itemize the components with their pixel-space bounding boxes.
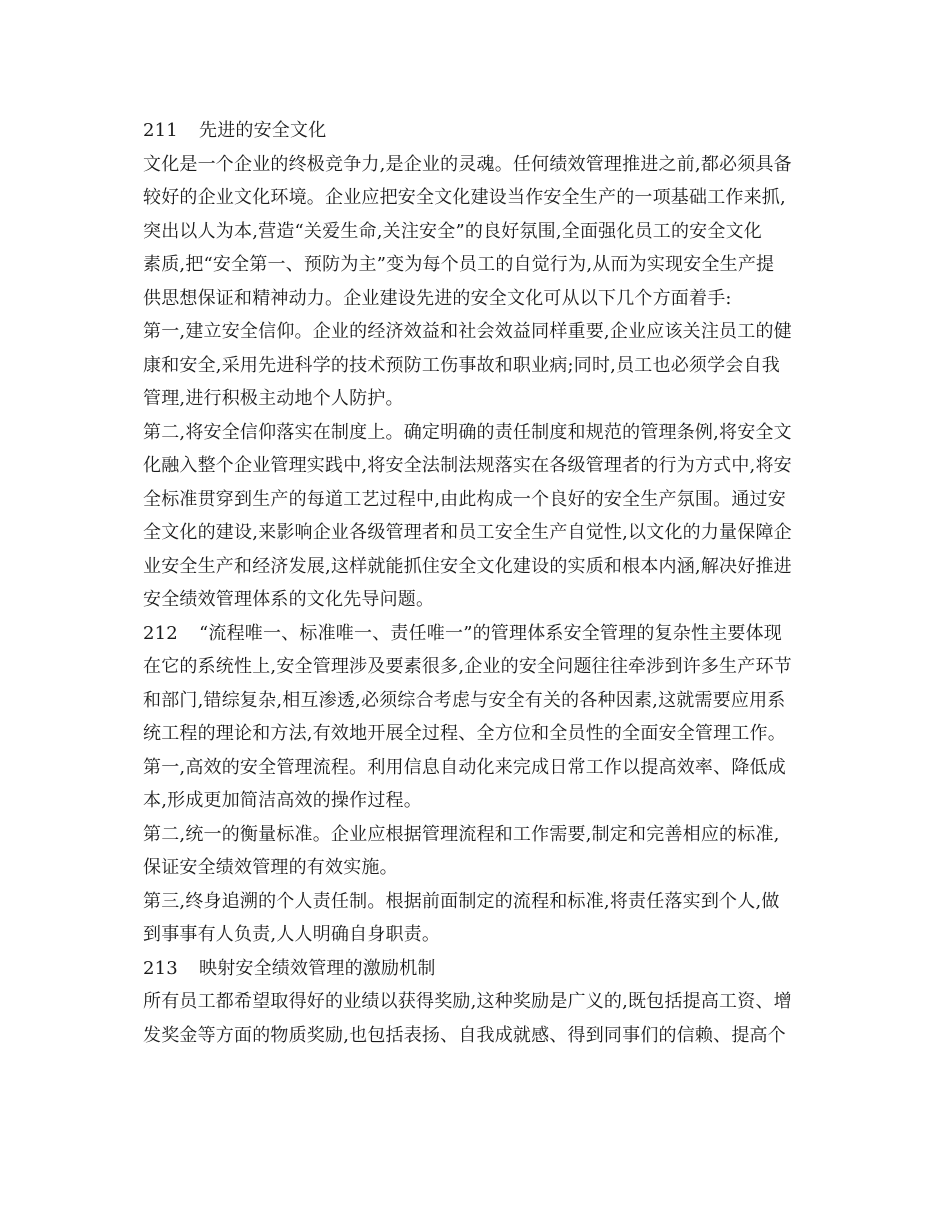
paragraph-text: 管理,进行积极主动地个人防护。 [143, 388, 404, 409]
text-line [143, 516, 815, 550]
text-line [143, 215, 815, 249]
paragraph-text: 统工程的理论和方法,有效地开展全过程、全方位和全员性的全面安全管理工作。 [143, 723, 786, 744]
text-line [143, 349, 815, 383]
text-line [143, 717, 815, 751]
paragraph-text: 业安全生产和经济发展,这样就能抓住安全文化建设的实质和根本内涵,解决好推进 [143, 555, 792, 577]
paragraph-text: 第三,终身追溯的个人责任制。根据前面制定的流程和标准,将责任落实到个人,做 [143, 890, 780, 912]
text-line [143, 583, 815, 617]
section-number: 212 [143, 622, 178, 644]
paragraph-text: 发奖金等方面的物质奖励,也包括表扬、自我成就感、得到同事们的信赖、提高个 [143, 1024, 786, 1046]
paragraph-text: 突出以人为本,营造“关爱生命,关注安全”的良好氛围,全面强化员工的安全文化 [143, 220, 762, 242]
document-page [143, 114, 815, 1052]
text-line [143, 818, 815, 852]
text-line [143, 684, 815, 718]
paragraph-text: 第一,高效的安全管理流程。利用信息自动化来完成日常工作以提高效率、降低成 [143, 756, 786, 778]
text-line [143, 449, 815, 483]
text-line [143, 784, 815, 818]
section-heading-line [143, 114, 815, 148]
paragraph-text: 供思想保证和精神动力。企业建设先进的安全文化可从以下几个方面着手: [143, 287, 732, 309]
paragraph-text: 和部门,错综复杂,相互渗透,必须综合考虑与安全有关的各种因素,这就需要应用系 [143, 689, 786, 711]
section-title: 先进的安全文化 [199, 120, 327, 141]
text-line [143, 148, 815, 182]
paragraph-text: 较好的企业文化环境。企业应把安全文化建设当作安全生产的一项基础工作来抓, [143, 187, 786, 208]
text-line [143, 382, 815, 416]
text-line [143, 282, 815, 316]
paragraph-text: 康和安全,采用先进科学的技术预防工伤事故和职业病;同时,员工也必须学会自我 [143, 354, 780, 376]
paragraph-text: 安全绩效管理体系的文化先导问题。 [143, 589, 435, 610]
paragraph-text: 全标准贯穿到生产的每道工艺过程中,由此构成一个良好的安全生产氛围。通过安 [143, 488, 786, 510]
text-line [143, 550, 815, 584]
text-line [143, 751, 815, 785]
text-line [143, 315, 815, 349]
paragraph-text: 第一,建立安全信仰。企业的经济效益和社会效益同样重要,企业应该关注员工的健 [143, 321, 792, 342]
section-heading-line [143, 952, 815, 986]
section-title: 映射安全绩效管理的激励机制 [199, 957, 436, 979]
paragraph-text: 本,形成更加简洁高效的操作过程。 [143, 790, 422, 811]
text-line [143, 650, 815, 684]
section-number: 211 [143, 120, 178, 141]
section-number: 213 [143, 957, 178, 979]
text-line [143, 181, 815, 215]
section-heading-line [143, 617, 815, 651]
paragraph-text: 保证安全绩效管理的有效实施。 [143, 857, 398, 878]
text-line [143, 416, 815, 450]
paragraph-text: 第二,将安全信仰落实在制度上。确定明确的责任制度和规范的管理条例,将安全文 [143, 421, 792, 443]
text-line [143, 1019, 815, 1053]
text-line [143, 985, 815, 1019]
text-line [143, 851, 815, 885]
text-line [143, 248, 815, 282]
paragraph-text: 素质,把“安全第一、预防为主”变为每个员工的自觉行为,从而为实现安全生产提 [143, 254, 775, 275]
text-line [143, 483, 815, 517]
text-line [143, 918, 815, 952]
paragraph-text: 全文化的建设,来影响企业各级管理者和员工安全生产自觉性,以文化的力量保障企 [143, 522, 792, 543]
paragraph-text: 文化是一个企业的终极竞争力,是企业的灵魂。任何绩效管理推进之前,都必须具备 [143, 153, 792, 175]
paragraph-text: 到事事有人负责,人人明确自身职责。 [143, 924, 441, 945]
paragraph-text: 化融入整个企业管理实践中,将安全法制法规落实在各级管理者的行为方式中,将安 [143, 455, 792, 476]
text-line [143, 885, 815, 919]
section-title: “流程唯一、标准唯一、责任唯一”的管理体系安全管理的复杂性主要体现 [199, 622, 783, 644]
paragraph-text: 在它的系统性上,安全管理涉及要素很多,企业的安全问题往往牵涉到许多生产环节 [143, 656, 792, 677]
paragraph-text: 第二,统一的衡量标准。企业应根据管理流程和工作需要,制定和完善相应的标准, [143, 823, 780, 845]
paragraph-text: 所有员工都希望取得好的业绩以获得奖励,这种奖励是广义的,既包括提高工资、增 [143, 991, 792, 1012]
